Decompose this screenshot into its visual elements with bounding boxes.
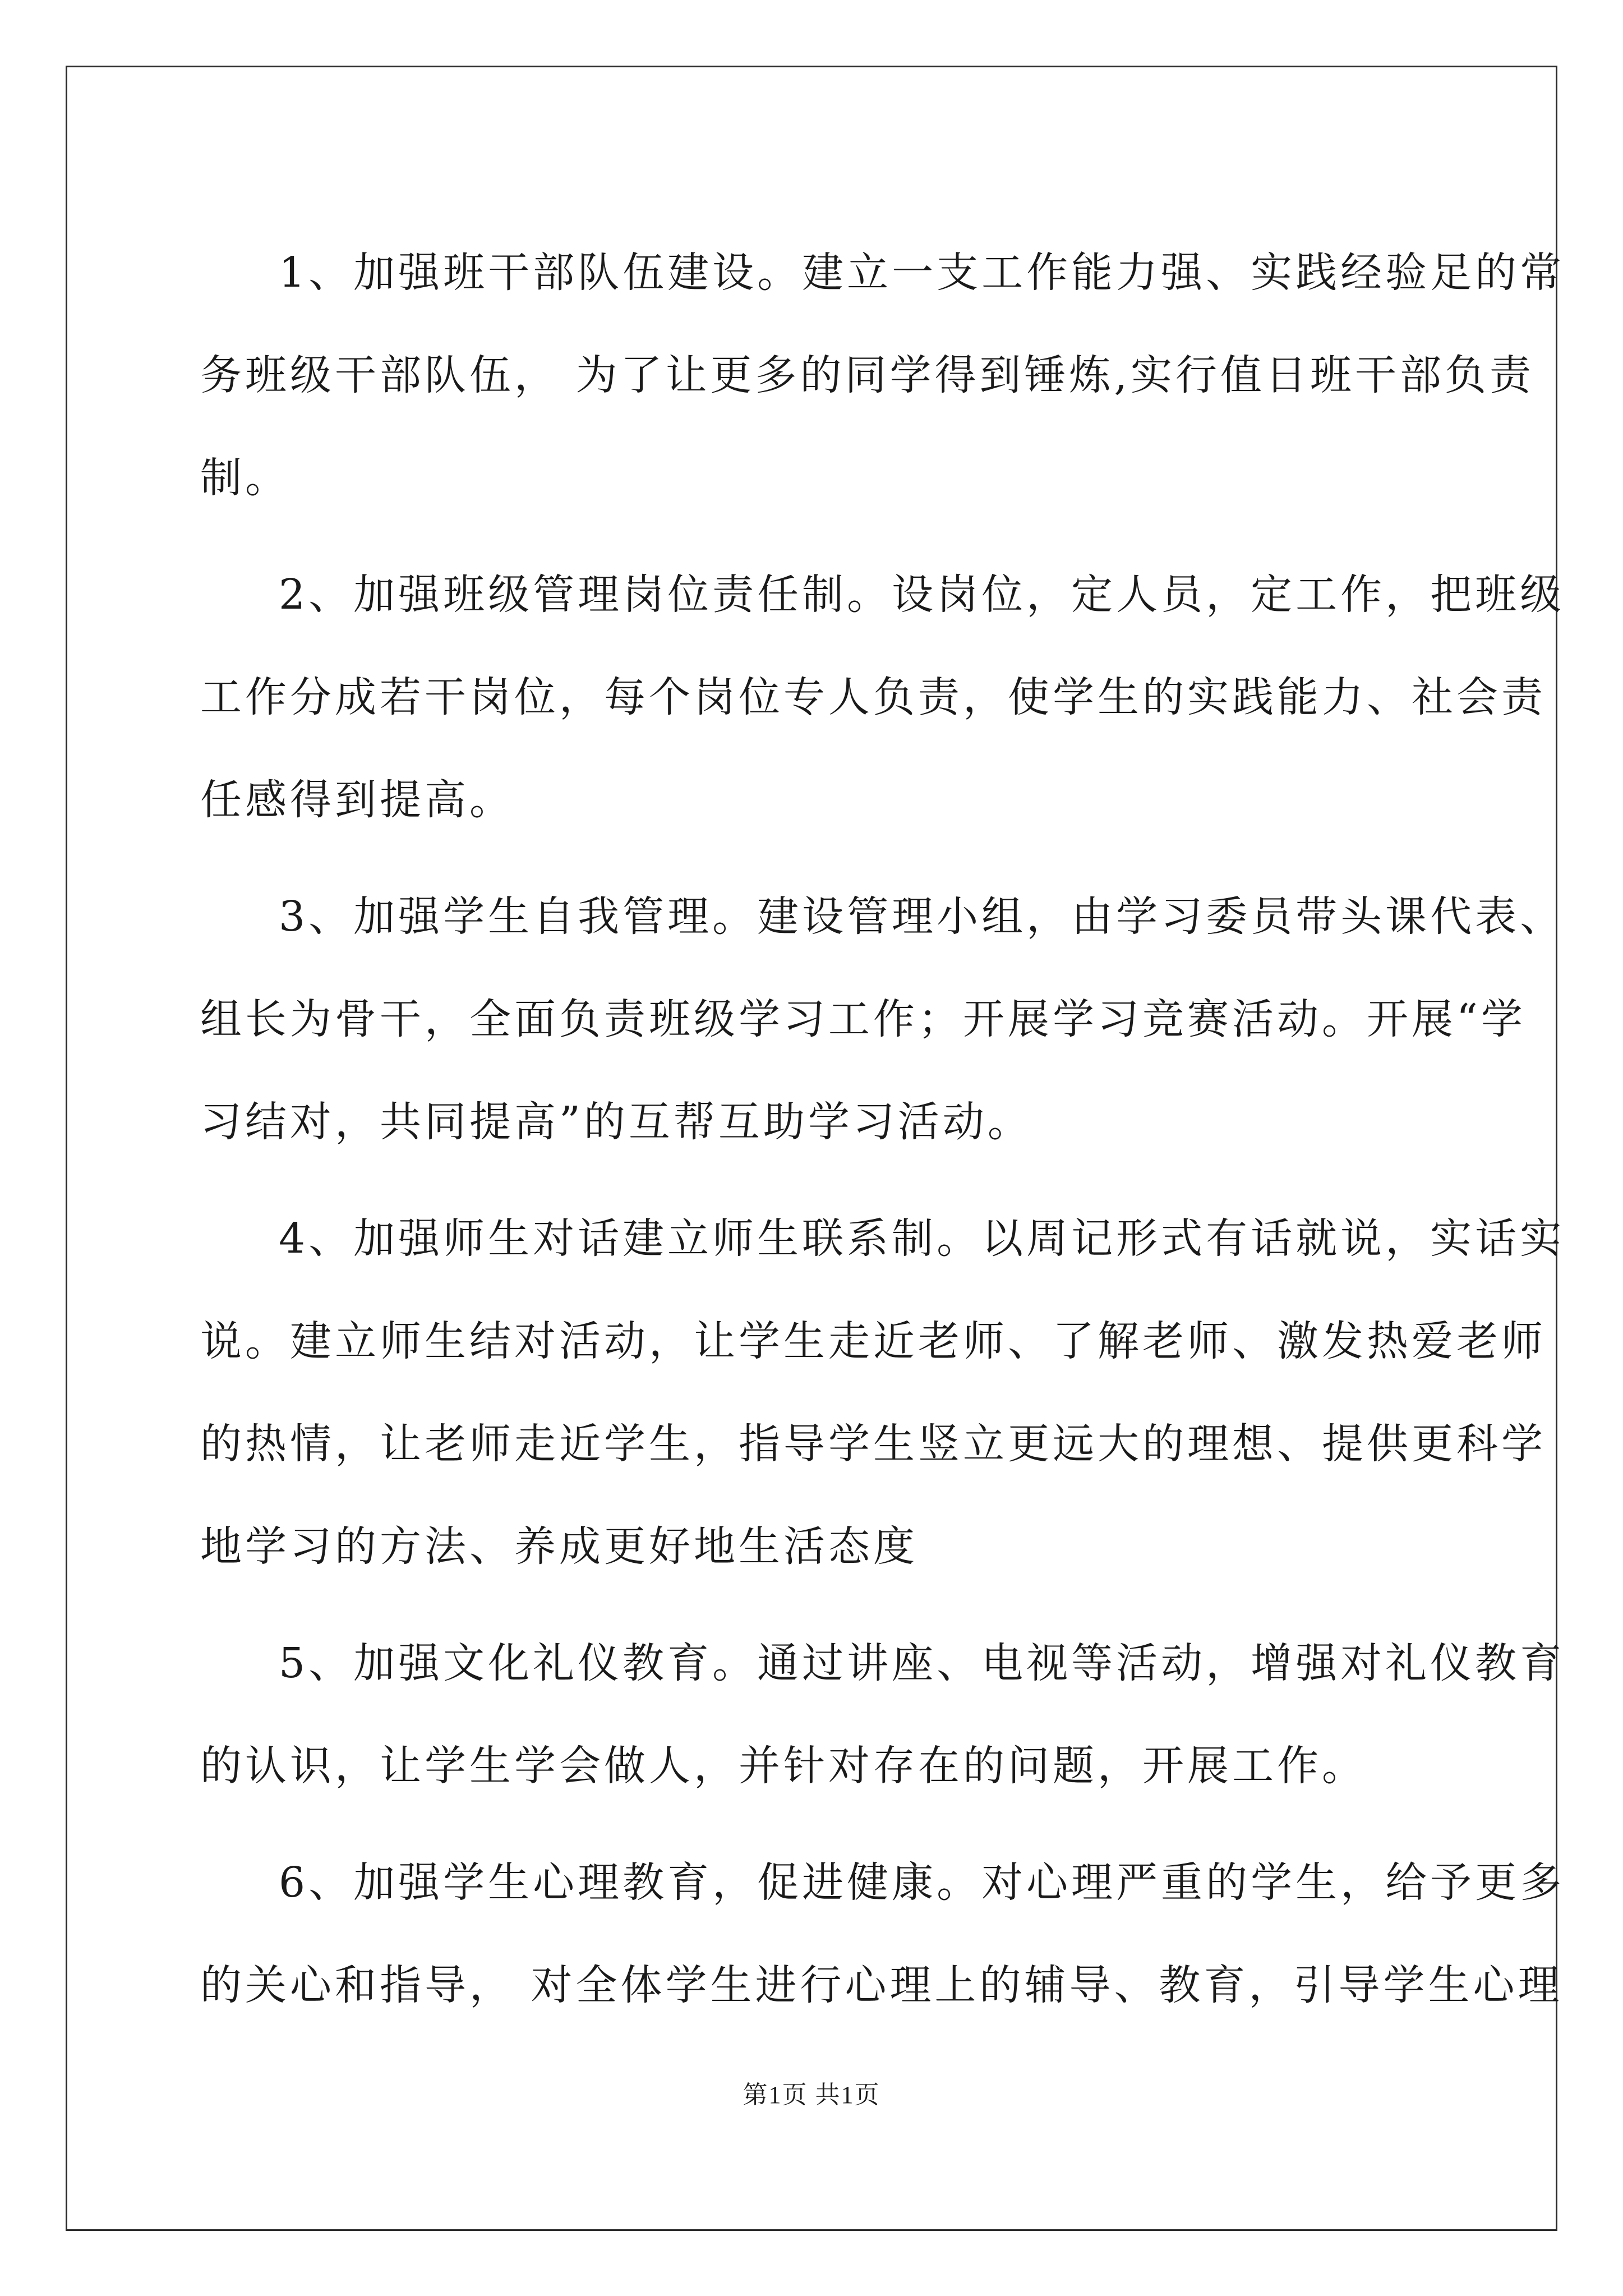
paragraph-line: 工作分成若干岗位，每个岗位专人负责，使学生的实践能力、社会责 [200,673,1546,721]
paragraph-line: 4、加强师生对话建立师生联系制。以周记形式有话就说，实话实 [279,1214,1565,1263]
paragraph-line: 1、加强班干部队伍建设。建立一支工作能力强、实践经验足的常 [279,249,1565,297]
paragraph-5 [200,1612,1565,1818]
document-body [200,222,1565,2051]
paragraph-2 [200,544,1565,852]
page-number-footer: 第1页 共1页 [743,2081,880,2109]
paragraph-line: 的热情，让老师走近学生，指导学生竖立更远大的理想、提供更科学 [200,1420,1546,1468]
paragraph-1 [200,222,1565,530]
paragraph-line: 制。 [200,454,290,502]
paragraph-line: 说。建立师生结对活动，让学生走近老师、了解老师、激发热爱老师 [200,1317,1546,1365]
paragraph-line: 的认识，让学生学会做人，并针对存在的问题，开展工作。 [200,1742,1367,1790]
paragraph-line: 地学习的方法、养成更好地生活态度 [200,1522,918,1571]
paragraph-6 [200,1832,1565,2037]
paragraph-3 [200,866,1565,1174]
paragraph-line: 习结对，共同提高”的互帮互助学习活动。 [200,1098,1032,1146]
paragraph-line: 务班级干部队伍， 为了让更多的同学得到锤炼,实行值日班干部负责 [200,351,1535,399]
paragraph-4 [200,1188,1565,1598]
paragraph-line: 组长为骨干，全面负责班级学习工作；开展学习竞赛活动。开展“学 [200,995,1526,1043]
paragraph-line: 2、加强班级管理岗位责任制。设岗位，定人员，定工作，把班级 [279,570,1565,619]
paragraph-line: 5、加强文化礼仪教育。通过讲座、电视等活动，增强对礼仪教育 [279,1639,1565,1687]
paragraph-line: 3、加强学生自我管理。建设管理小组，由学习委员带头课代表、 [279,892,1565,941]
paragraph-line: 的关心和指导， 对全体学生进行心理上的辅导、教育，引导学生心理 [200,1961,1563,2009]
paragraph-line: 6、加强学生心理教育，促进健康。对心理严重的学生，给予更多 [279,1858,1565,1907]
paragraph-line: 任感得到提高。 [200,776,514,824]
